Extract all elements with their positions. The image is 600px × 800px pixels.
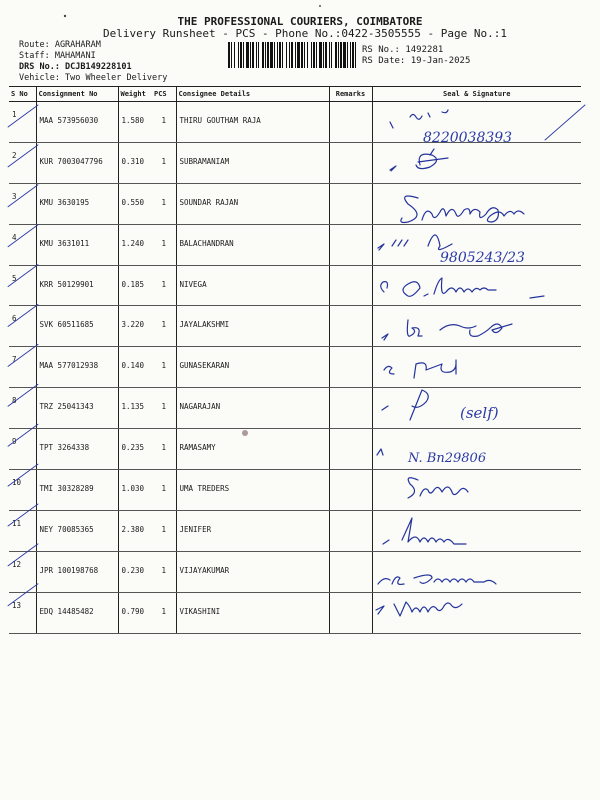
consignment-number — [36, 142, 118, 183]
weight-value — [118, 470, 152, 511]
consignee-name — [176, 551, 329, 592]
pcs-count-text: 1 — [161, 402, 166, 412]
table-row — [9, 347, 581, 388]
pcs-count-text: 1 — [161, 524, 166, 534]
barcode-bar — [325, 42, 327, 68]
barcode-bar — [335, 42, 337, 68]
remarks-cell — [329, 142, 372, 183]
scan-speck — [319, 5, 321, 7]
consignment-number — [36, 102, 118, 143]
barcode-bar — [258, 42, 259, 68]
weight-value-text: 0.310 — [121, 156, 145, 166]
pcs-count — [152, 265, 176, 306]
barcode-bar — [297, 42, 300, 68]
row-sno — [9, 183, 36, 224]
signature-cell — [372, 470, 581, 511]
consignee-name-text: RAMASAMY — [179, 443, 216, 453]
remarks-cell — [329, 347, 372, 388]
row-sno-text: 13 — [12, 600, 22, 610]
pcs-count — [152, 592, 176, 633]
weight-value-text: 0.235 — [121, 443, 145, 453]
barcode-bar — [340, 42, 342, 68]
consignee-name — [176, 470, 329, 511]
consignment-number — [36, 592, 118, 633]
barcode-bar — [267, 42, 269, 68]
signature-cell — [372, 183, 581, 224]
remarks-cell — [329, 470, 372, 511]
consignee-name-text: UMA TREDERS — [179, 484, 230, 494]
table-row — [9, 306, 581, 347]
consignment-number — [36, 551, 118, 592]
consignee-name — [176, 510, 329, 551]
table-row — [9, 183, 581, 224]
barcode-bar — [265, 42, 266, 68]
weight-value — [118, 102, 152, 143]
col-header-consignment: Consignment No — [36, 87, 118, 102]
weight-value — [118, 183, 152, 224]
barcode-bar — [311, 42, 312, 68]
weight-value — [118, 142, 152, 183]
barcode-bar — [304, 42, 305, 68]
barcode-bar — [313, 42, 315, 68]
weight-value — [118, 388, 152, 429]
consignee-name-text: VIKASHINI — [179, 606, 221, 616]
consignment-number-text: TMI 30328289 — [39, 484, 94, 494]
table-row — [9, 224, 581, 265]
consignee-name — [176, 265, 329, 306]
signature-cell — [372, 592, 581, 633]
barcode-bar — [246, 42, 249, 68]
consignee-name — [176, 102, 329, 143]
consignee-name-text: VIJAYAKUMAR — [179, 565, 230, 575]
remarks-cell — [329, 388, 372, 429]
consignee-name — [176, 142, 329, 183]
weight-value-text: 0.230 — [121, 565, 145, 575]
consignment-number-text: KMU 3631011 — [39, 238, 90, 248]
weight-value-text: 1.135 — [121, 402, 145, 412]
row-sno — [9, 551, 36, 592]
barcode-bar — [250, 42, 251, 68]
consignment-number-text: TPT 3264338 — [39, 443, 90, 453]
col-header-pcs: PCS — [152, 87, 176, 102]
remarks-cell — [329, 510, 372, 551]
row-sno-text: 11 — [12, 518, 22, 528]
row-sno-text: 12 — [12, 559, 22, 569]
pcs-count-text: 1 — [161, 116, 166, 125]
consignee-name-text: SOUNDAR RAJAN — [179, 197, 239, 207]
barcode-bar — [355, 42, 356, 68]
table-row — [9, 429, 581, 470]
signature-cell — [372, 510, 581, 551]
pcs-count — [152, 510, 176, 551]
consignee-name-text: JAYALAKSHMI — [179, 320, 230, 330]
weight-value-text: 1.240 — [121, 238, 145, 248]
barcode-bar — [231, 42, 232, 68]
consignment-number — [36, 510, 118, 551]
pcs-count-text: 1 — [161, 156, 166, 166]
table-row — [9, 470, 581, 511]
signature-cell — [372, 306, 581, 347]
signature-cell — [372, 347, 581, 388]
table-row — [9, 592, 581, 633]
barcode-bar — [350, 42, 351, 68]
weight-value-text: 0.550 — [121, 197, 145, 207]
weight-value — [118, 429, 152, 470]
barcode-bar — [240, 42, 242, 68]
row-sno — [9, 102, 36, 143]
pcs-count — [152, 102, 176, 143]
weight-value — [118, 306, 152, 347]
barcode-bar — [286, 42, 287, 68]
consignee-name-text: GUNASEKARAN — [179, 361, 230, 371]
sig8-note: (self) — [460, 404, 499, 422]
weight-value — [118, 347, 152, 388]
pcs-count — [152, 224, 176, 265]
consignment-number-text: EDQ 14485482 — [39, 606, 94, 616]
row-sno-text: 8 — [12, 396, 17, 406]
barcode-bar — [301, 42, 303, 68]
consignment-number — [36, 183, 118, 224]
barcode-bar — [228, 42, 230, 68]
consignment-number — [36, 347, 118, 388]
weight-value-text: 0.185 — [121, 279, 145, 289]
pcs-count — [152, 551, 176, 592]
consignee-name — [176, 347, 329, 388]
barcode-bar — [270, 42, 273, 68]
sig9-text: N. Bn29806 — [408, 451, 487, 466]
pcs-count-text: 1 — [161, 565, 166, 575]
consignment-number-text: SVK 60511685 — [39, 320, 94, 330]
consignment-number-text: MAA 577012938 — [39, 361, 99, 371]
signature-cell — [372, 142, 581, 183]
signature-cell — [372, 551, 581, 592]
staff-label: Staff: MAHAMANI — [19, 51, 96, 61]
row-sno-text: 7 — [12, 355, 17, 365]
pcs-count-text: 1 — [161, 361, 166, 371]
row-sno — [9, 388, 36, 429]
row-sno — [9, 142, 36, 183]
barcode-bar — [352, 42, 354, 68]
row-sno-text: 4 — [12, 232, 17, 242]
weight-value — [118, 510, 152, 551]
row-sno — [9, 347, 36, 388]
barcode-bar — [291, 42, 293, 68]
barcode-bar — [282, 42, 283, 68]
col-header-signature: Seal & Signature — [372, 87, 581, 102]
consignment-number-text: NEY 70085365 — [39, 524, 94, 534]
barcode-bar — [279, 42, 281, 68]
consignee-name — [176, 388, 329, 429]
consignee-name — [176, 306, 329, 347]
table-row — [9, 551, 581, 592]
pcs-count-text: 1 — [161, 279, 166, 289]
consignee-name-text: NAGARAJAN — [179, 402, 221, 412]
barcode-bar — [347, 42, 348, 68]
runsheet-subtitle: Delivery Runsheet - PCS - Phone No.:0422-3505555 - Page No.:1 — [103, 27, 507, 40]
signature-cell — [372, 429, 581, 470]
weight-value-text: 1.030 — [121, 484, 145, 494]
pcs-count — [152, 183, 176, 224]
row-sno-text: 10 — [12, 478, 22, 488]
col-header-sno: S No — [9, 87, 36, 102]
weight-value — [118, 551, 152, 592]
row-sno-text: 3 — [12, 191, 17, 201]
row-sno — [9, 470, 36, 511]
barcode-bar — [323, 42, 324, 68]
vehicle-label: Vehicle: Two Wheeler Delivery — [19, 73, 168, 83]
barcode-bar — [234, 42, 235, 68]
consignment-number — [36, 265, 118, 306]
runsheet-table-container — [9, 86, 581, 616]
runsheet-table — [9, 86, 581, 634]
consignment-number — [36, 388, 118, 429]
remarks-cell — [329, 265, 372, 306]
consignment-number — [36, 306, 118, 347]
consignment-number-text: KMU 3630195 — [39, 197, 90, 207]
row-sno — [9, 265, 36, 306]
barcode-bar — [331, 42, 332, 68]
consignee-name-text: JENIFER — [179, 524, 212, 534]
table-row — [9, 142, 581, 183]
row-sno — [9, 224, 36, 265]
pcs-count — [152, 429, 176, 470]
weight-value-text: 3.220 — [121, 320, 145, 330]
pcs-count-text: 1 — [161, 484, 166, 494]
consignment-number-text: MAA 573956030 — [39, 116, 99, 125]
pcs-count-text: 1 — [161, 606, 166, 616]
signature-cell — [372, 224, 581, 265]
consignee-name — [176, 592, 329, 633]
table-row — [9, 102, 581, 143]
pcs-count — [152, 306, 176, 347]
signature-cell — [372, 388, 581, 429]
consignee-name — [176, 183, 329, 224]
consignment-number-text: KUR 7003047796 — [39, 156, 103, 166]
weight-value — [118, 224, 152, 265]
signature-cell — [372, 265, 581, 306]
consignee-name-text: THIRU GOUTHAM RAJA — [179, 116, 261, 125]
route-label: Route: AGRAHARAM — [19, 40, 101, 50]
company-title: THE PROFESSIONAL COURIERS, COIMBATORE — [177, 15, 423, 28]
barcode-bar — [252, 42, 254, 68]
barcode-bar — [256, 42, 257, 68]
row-sno-text: 1 — [12, 110, 17, 119]
consignee-name-text: BALACHANDRAN — [179, 238, 234, 248]
consignment-number-text: JPR 100198768 — [39, 565, 99, 575]
weight-value — [118, 592, 152, 633]
consignment-number-text: KRR 50129901 — [39, 279, 94, 289]
weight-value — [118, 265, 152, 306]
row-sno-text: 9 — [12, 437, 17, 447]
barcode-bar — [343, 42, 346, 68]
col-header-consignee: Consignee Details — [176, 87, 329, 102]
row-sno-text: 5 — [12, 273, 17, 283]
barcode-graphic — [228, 42, 356, 68]
remarks-cell — [329, 429, 372, 470]
row-sno — [9, 429, 36, 470]
row-sno — [9, 592, 36, 633]
consignment-number — [36, 470, 118, 511]
barcode-bar — [338, 42, 339, 68]
pcs-count-text: 1 — [161, 197, 166, 207]
drs-number: DRS No.: DCJB149228101 — [19, 62, 132, 72]
barcode-bar — [289, 42, 290, 68]
rs-date: RS Date: 19-Jan-2025 — [362, 56, 471, 66]
signature-cell — [372, 102, 581, 143]
barcode-bar — [307, 42, 308, 68]
consignee-name — [176, 429, 329, 470]
row-sno — [9, 306, 36, 347]
pcs-count — [152, 388, 176, 429]
remarks-cell — [329, 592, 372, 633]
barcode-bar — [262, 42, 264, 68]
consignment-number — [36, 224, 118, 265]
pcs-count-text: 1 — [161, 320, 166, 330]
consignee-name — [176, 224, 329, 265]
pcs-count — [152, 470, 176, 511]
barcode-bar — [238, 42, 239, 68]
barcode-bar — [277, 42, 278, 68]
barcode-bar — [329, 42, 330, 68]
table-row — [9, 265, 581, 306]
pcs-count — [152, 347, 176, 388]
pcs-count — [152, 142, 176, 183]
consignee-name-text: NIVEGA — [179, 279, 207, 289]
table-header-row — [9, 87, 581, 102]
row-sno — [9, 510, 36, 551]
weight-value-text: 2.380 — [121, 524, 145, 534]
table-row — [9, 510, 581, 551]
col-header-weight: Weight — [118, 87, 152, 102]
sig4-phone: 9805243/23 — [440, 250, 525, 266]
consignment-number — [36, 429, 118, 470]
pcs-count-text: 1 — [161, 238, 166, 248]
barcode-bar — [274, 42, 275, 68]
sig1-phone: 8220038393 — [423, 130, 513, 146]
weight-value-text: 1.580 — [121, 116, 145, 125]
barcode-bar — [319, 42, 322, 68]
rs-number: RS No.: 1492281 — [362, 45, 444, 55]
weight-value-text: 0.140 — [121, 361, 145, 371]
table-row — [9, 388, 581, 429]
consignment-number-text: TRZ 25041343 — [39, 402, 94, 412]
weight-value-text: 0.790 — [121, 606, 145, 616]
pcs-count-text: 1 — [161, 443, 166, 453]
remarks-cell — [329, 102, 372, 143]
remarks-cell — [329, 224, 372, 265]
row-sno-text: 2 — [12, 150, 17, 160]
remarks-cell — [329, 551, 372, 592]
barcode-bar — [316, 42, 317, 68]
col-header-remarks: Remarks — [329, 87, 372, 102]
remarks-cell — [329, 183, 372, 224]
row-sno-text: 6 — [12, 314, 17, 324]
barcode-bar — [243, 42, 244, 68]
consignee-name-text: SUBRAMANIAM — [179, 156, 230, 166]
remarks-cell — [329, 306, 372, 347]
barcode-bar — [295, 42, 296, 68]
